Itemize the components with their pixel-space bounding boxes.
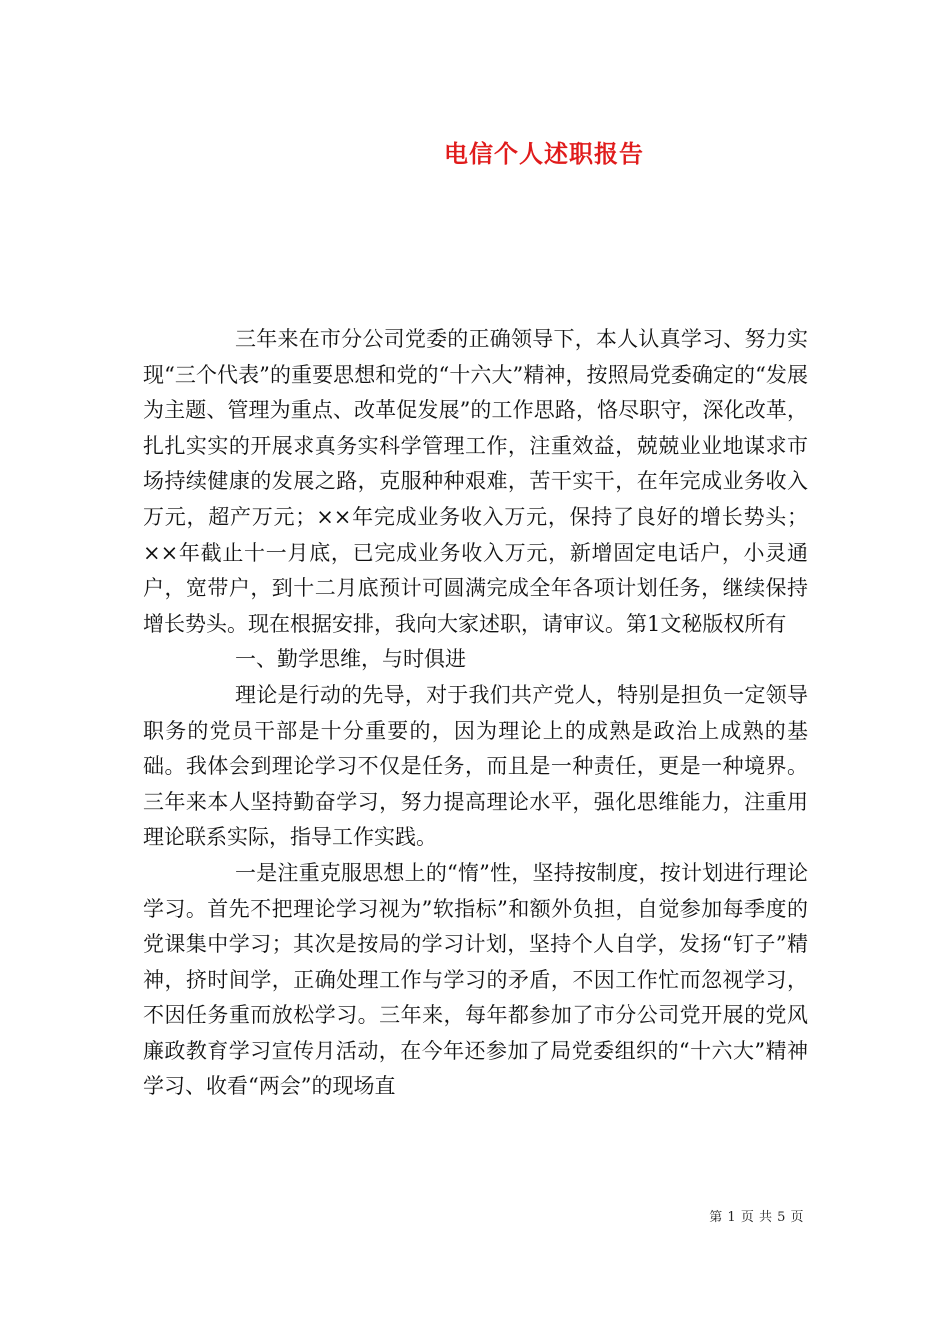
paragraph-study: 一是注重克服思想上的“惰”性，坚持按制度，按计划进行理论学习。首先不把理论学习视为”软指标”和额外负担，自觉参加每季度的党课集中学习；其次是按局的学习计划，坚持个人自学，发扬“钉子”精神，挤时间学，正确处理工作与学习的矛盾，不因工作忙而忽视学习，不因任务重而放松学习。三年来，每年都参加了市分公司党开展的党风廉政教育学习宣传月活动，在今年还参加了局党委组织的“十六大”精神学习、收看“两会”的现场直 <box>143 860 808 1099</box>
document-title: 电信个人述职报告 <box>444 139 644 168</box>
page-footer: 第 1 页 共 5 页 <box>709 1210 804 1225</box>
paragraph-theory: 理论是行动的先导，对于我们共产党人，特别是担负一定领导职务的党员干部是十分重要的，因为理论上的成熟是政治上成熟的基础。我体会到理论学习不仅是任务，而且是一种责任，更是一种境界。三年来本人坚持勤奋学习，努力提高理论水平，强化思维能力，注重用理论联系实际，指导工作实践。 <box>143 682 808 850</box>
paragraph-intro: 三年来在市分公司党委的正确领导下，本人认真学习、努力实现“三个代表”的重要思想和党的“十六大”精神，按照局党委确定的“发展为主题、管理为重点、改革促发展”的工作思路，恪尽职守，深化改革，扎扎实实的开展求真务实科学管理工作，注重效益，兢兢业业地谋求市场持续健康的发展之路，克服种种艰难，苦干实干，在年完成业务收入万元，超产万元；××年完成业务收入万元，保持了良好的增长势头；××年截止十一月底，已完成业务收入万元，新增固定电话户，小灵通户，宽带户，到十二月底预计可圆满完成全年各项计划任务，继续保持增长势头。现在根据安排，我向大家述职，请审议。第1文秘版权所有 <box>143 327 808 636</box>
section-heading: 一、勤学思维，与时俱进 <box>235 647 466 672</box>
document-body <box>143 322 808 1105</box>
